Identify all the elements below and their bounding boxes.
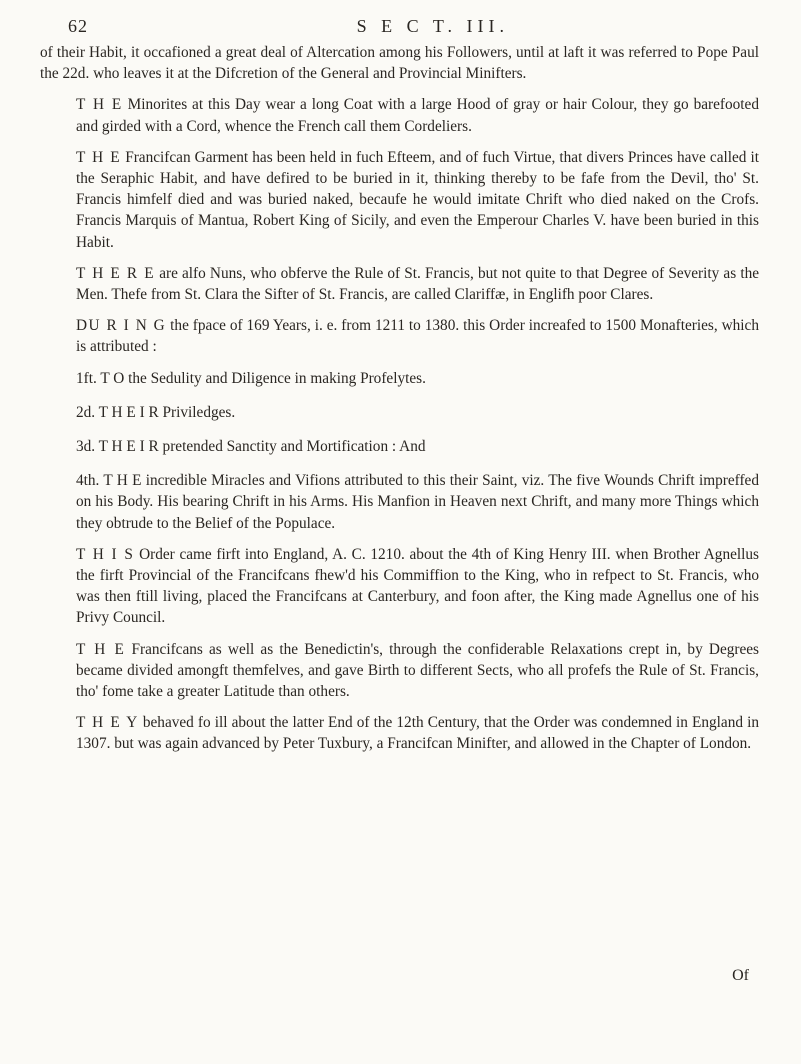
paragraph: of their Habit, it occafioned a great deal of Altercation among his Followers, until at laft it was referred to Pope Paul the 22d. who leaves it at the Difcretion of the General and Provincial Minifters. xyxy=(40,44,759,83)
paragraph: T H E Y behaved fo ill about the latter End of the 12th Century, that the Order was condemned in England in 1307. but was again advanced by Peter Tuxbury, a Francifcan Minifter, and allowed in the Chapter of London. xyxy=(76,714,759,753)
paragraph: DU R I N G the fpace of 169 Years, i. e. from 1211 to 1380. this Order increafed to 1500 Monafteries, which is attributed : xyxy=(76,317,759,356)
list-item: 4th. T H E incredible Miracles and Vifions attributed to this their Saint, viz. The five Wounds Chrift impreffed on his Body. His bearing Chrift in his Arms. His Manfion in Heaven next Chrift, and many more Things which they obtrude to the Belief of the Populace. xyxy=(76,472,759,532)
section-title: S E C T. III. xyxy=(356,16,509,36)
catchword: Of xyxy=(732,967,749,984)
paragraph: T H E R E are alfo Nuns, who obferve the Rule of St. Francis, but not quite to that Degree of Severity as the Men. Thefe from St. Clara the Sifter of St. Francis, are called Clariffæ, in Englifh poor Clares. xyxy=(76,264,760,304)
paragraph: T H E Francifcans as well as the Benedictin's, through the confiderable Relaxations crept in, by Degrees became divided amongft themfelves, and gave Birth to different Sects, who all profefs the Rule of St. Francis, tho' fome take a greater Latitude than others. xyxy=(76,640,760,701)
list-item: 1ft. T O the Sedulity and Diligence in making Profelytes. xyxy=(76,369,426,387)
paragraph: T H I S Order came firft into England, A. C. 1210. about the 4th of King Henry III. when Brother Agnellus the firft Provincial of the Francifcans fhew'd his Commiffion to the King, who in refpect to St. Francis, who was then ftill living, placed the Francifcans at Canterbury, and foon after, the King made Agnellus one of his Privy Council. xyxy=(76,545,759,627)
running-head xyxy=(40,16,759,42)
paragraph: T H E Francifcan Garment has been held in fuch Efteem, and of fuch Virtue, that divers Princes have called it the Seraphic Habit, and have defired to be buried in it, thinking thereby to be fafe from the Devil, tho' St. Francis himfelf died and was buried naked, becaufe he would imitate Chrift who died naked on the Crofs. Francis Marquis of Mantua, Robert King of Sicily, and even the Emperour Charles V. have been buried in this Habit. xyxy=(76,148,759,251)
page-body xyxy=(40,42,759,755)
paragraph: T H E Minorites at this Day wear a long Coat with a large Hood of gray or hair Colour, they go barefooted and girded with a Cord, whence the French call them Cordeliers. xyxy=(76,96,759,135)
list-item: 2d. T H E I R Priviledges. xyxy=(76,403,236,421)
page-number: 62 xyxy=(68,16,88,36)
list-item: 3d. T H E I R pretended Sanctity and Mortification : And xyxy=(76,438,426,456)
